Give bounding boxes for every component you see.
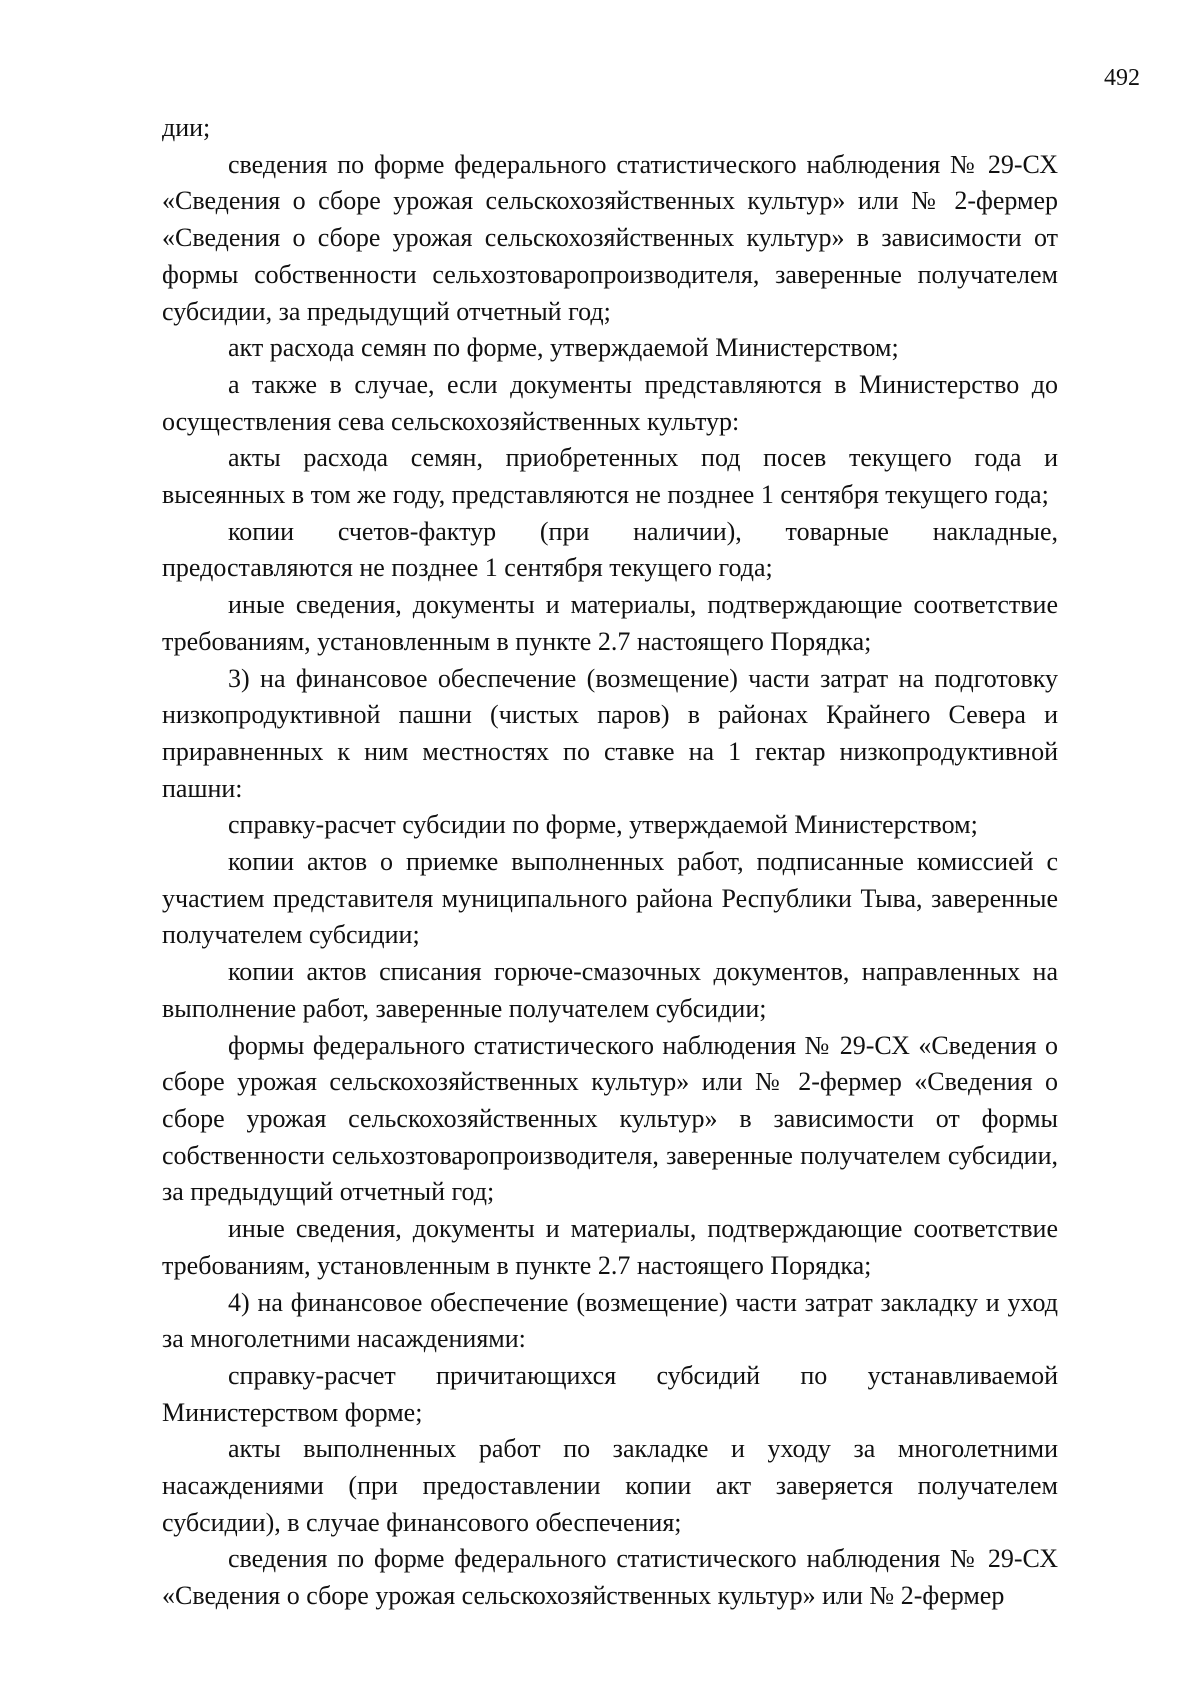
paragraph-10: копии актов списания горюче-смазочных документов, направленных на выполнение работ, заверенные получателем субсидии; (162, 957, 1058, 1023)
paragraph-15: акты выполненных работ по закладке и уходу за многолетними насаждениями (при предоставлении копии акт заверяется получателем субсидии), в случае финансового обеспечения; (162, 1434, 1058, 1537)
paragraph-11: формы федерального статистического наблюдения № 29-СХ «Сведения о сборе урожая сельскохозяйственных культур» или № 2-фермер «Сведения о сборе урожая сельскохозяйственных культур» в зависимости от формы собственности сельхозтоваропроизводителя, заверенные получателем субсидии, за предыдущий отчетный год; (162, 1030, 1058, 1207)
paragraph-6: иные сведения, документы и материалы, подтверждающие соответствие требованиям, установленным в пункте 2.7 настоящего Порядка; (162, 590, 1058, 656)
paragraph-0: дии; (162, 113, 211, 142)
paragraph-7: 3) на финансовое обеспечение (возмещение) части затрат на подготовку низкопродуктивной пашни (чистых паров) в районах Крайнего Севера и приравненных к ним местностях по ставке на 1 гектар низкопродуктивной пашни: (162, 663, 1058, 803)
paragraph-2: акт расхода семян по форме, утверждаемой Министерством; (228, 333, 899, 363)
paragraph-9: копии актов о приемке выполненных работ, подписанные комиссией с участием представителя муниципального района Республики Тыва, заверенные получателем субсидии; (162, 847, 1058, 950)
paragraph-8: справку-расчет субсидии по форме, утверждаемой Министерством; (228, 810, 978, 840)
paragraph-16: сведения по форме федерального статистического наблюдения № 29-СХ «Сведения о сборе урожая сельскохозяйственных культур» или № 2-фермер (162, 1544, 1058, 1611)
paragraph-1: сведения по форме федерального статистического наблюдения № 29-СХ «Сведения о сборе урожая сельскохозяйственных культур» или № 2-фермер «Сведения о сборе урожая сельскохозяйственных культур» в зависимости от формы собственности сельхозтоваропроизводителя, заверенные получателем субсидии, за предыдущий отчетный год; (162, 149, 1058, 326)
paragraph-13: 4) на финансовое обеспечение (возмещение) части затрат закладку и уход за многолетними насаждениями: (162, 1287, 1058, 1354)
document-body (162, 110, 1058, 1615)
paragraph-12: иные сведения, документы и материалы, подтверждающие соответствие требованиям, установленным в пункте 2.7 настоящего Порядка; (162, 1214, 1058, 1280)
page-number: 492 (1104, 65, 1140, 91)
paragraph-4: акты расхода семян, приобретенных под посев текущего года и высеянных в том же году, представляются не позднее 1 сентября текущего года; (162, 443, 1058, 510)
paragraph-3: а также в случае, если документы представляются в Министерство до осуществления сева сельскохозяйственных культур: (162, 369, 1058, 436)
paragraph-14: справку-расчет причитающихся субсидий по устанавливаемой Министерством форме; (162, 1360, 1058, 1427)
paragraph-5: копии счетов-фактур (при наличии), товарные накладные, предоставляются не позднее 1 сентября текущего года; (162, 516, 1058, 583)
